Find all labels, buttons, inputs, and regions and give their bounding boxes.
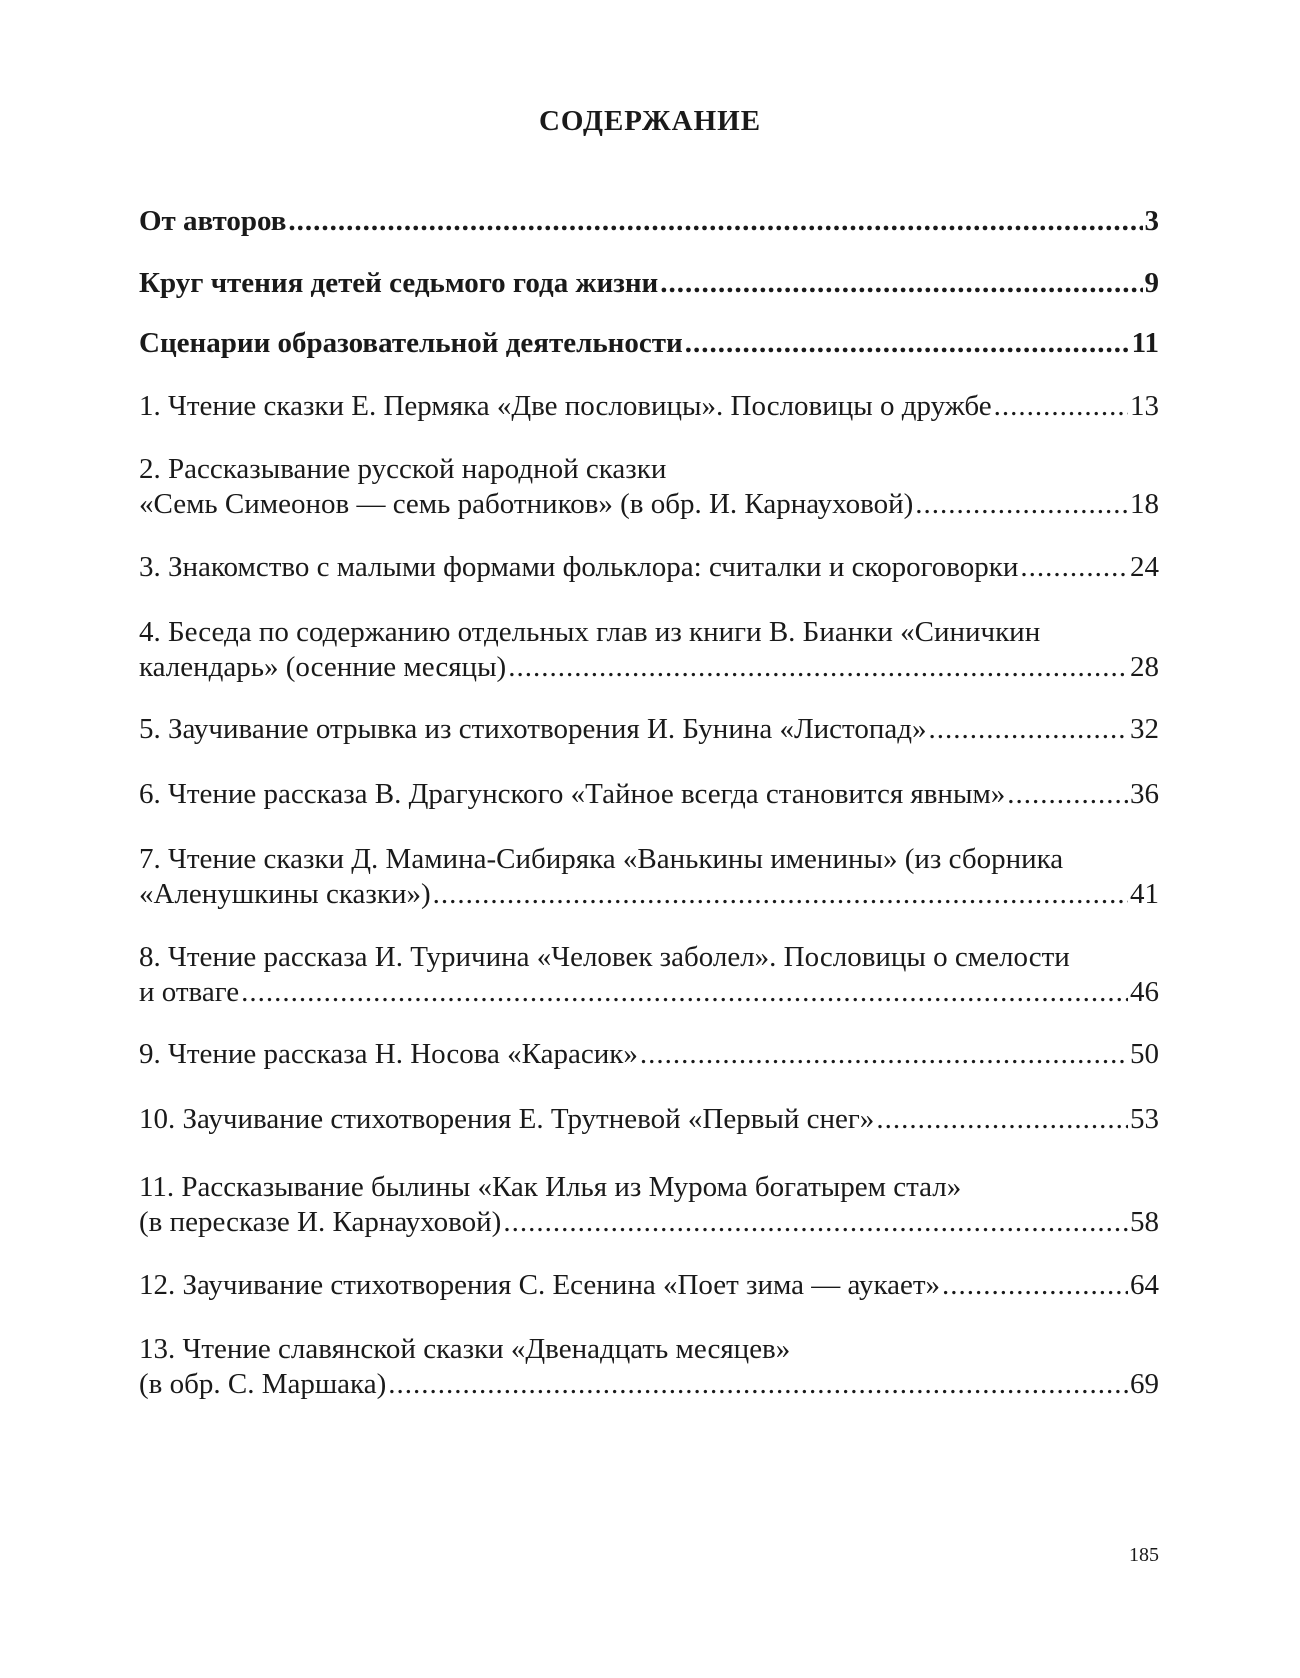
toc-entry[interactable] xyxy=(139,1268,1159,1303)
toc-page-number: 28 xyxy=(1130,651,1159,683)
toc-entry-title: 9. Чтение рассказа Н. Носова «Карасик» xyxy=(139,1038,638,1070)
toc-entry-title: «Аленушкины сказки») xyxy=(139,878,431,910)
toc-entry-title: 5. Заучивание отрывка из стихотворения И. Бунина «Листопад» xyxy=(139,713,927,745)
toc-entry-title: 6. Чтение рассказа В. Драгунского «Тайное всегда становится явным» xyxy=(139,778,1006,810)
toc-entry-title-line1: 11. Рассказывание былины «Как Илья из Мурома богатырем стал» xyxy=(139,1171,962,1203)
toc-entry-title: Круг чтения детей седьмого года жизни xyxy=(139,267,659,299)
toc-entry[interactable] xyxy=(139,452,1159,522)
dot-leader xyxy=(929,712,1129,747)
toc-entry[interactable] xyxy=(139,940,1159,1010)
toc-page-number: 69 xyxy=(1130,1368,1159,1400)
toc-entry[interactable] xyxy=(139,712,1159,747)
page-number: 185 xyxy=(1129,1544,1159,1566)
toc-page-number: 3 xyxy=(1144,205,1159,237)
toc-entry-title: 3. Знакомство с малыми формами фольклора: считалки и скороговорки xyxy=(139,551,1019,583)
toc-page-number: 24 xyxy=(1130,551,1159,583)
toc-page-number: 46 xyxy=(1130,976,1159,1008)
dot-leader xyxy=(241,975,1128,1010)
toc-entry[interactable] xyxy=(139,204,1159,239)
toc-entry-title-line1: 2. Рассказывание русской народной сказки xyxy=(139,453,667,485)
toc-entry-title: календарь» (осенние месяцы) xyxy=(139,651,507,683)
toc-entry[interactable] xyxy=(139,1170,1159,1240)
dot-leader xyxy=(433,877,1128,912)
toc-page-number: 64 xyxy=(1130,1269,1159,1301)
toc-page-number: 53 xyxy=(1130,1103,1159,1135)
toc-entry-title-line1: 8. Чтение рассказа И. Туричина «Человек заболел». Пословицы о смелости xyxy=(139,941,1070,973)
toc-entry[interactable] xyxy=(139,326,1159,361)
toc-entry-title: 1. Чтение сказки Е. Пермяка «Две пословицы». Пословицы о дружбе xyxy=(139,390,992,422)
toc-entry-title: 10. Заучивание стихотворения Е. Трутневой «Первый снег» xyxy=(139,1103,875,1135)
dot-leader xyxy=(1020,550,1128,585)
dot-leader xyxy=(994,389,1128,424)
toc-entry-title-line1: 13. Чтение славянской сказки «Двенадцать месяцев» xyxy=(139,1333,791,1365)
page-title: СОДЕРЖАНИЕ xyxy=(538,105,762,137)
dot-leader xyxy=(942,1268,1128,1303)
toc-entry-title: «Семь Симеонов — семь работников» (в обр. И. Карнауховой) xyxy=(139,488,914,520)
toc-page-number: 18 xyxy=(1130,488,1159,520)
toc-entry[interactable] xyxy=(139,550,1159,585)
toc-page-number: 32 xyxy=(1130,713,1159,745)
dot-leader xyxy=(288,204,1142,239)
toc-page-number: 13 xyxy=(1130,390,1159,422)
dot-leader xyxy=(388,1367,1128,1402)
toc-entry-title-line1: 4. Беседа по содержанию отдельных глав из книги В. Бианки «Синичкин xyxy=(139,616,1041,648)
toc-entry-title-line1: 7. Чтение сказки Д. Мамина-Сибиряка «Ванькины именины» (из сборника xyxy=(139,843,1064,875)
toc-entry[interactable] xyxy=(139,266,1159,301)
dot-leader xyxy=(640,1037,1128,1072)
dot-leader xyxy=(503,1205,1128,1240)
toc-entry[interactable] xyxy=(139,1037,1159,1072)
toc-page-number: 50 xyxy=(1130,1038,1159,1070)
toc-entry[interactable] xyxy=(139,389,1159,424)
toc-entry-title: От авторов xyxy=(139,205,287,237)
toc-page-number: 41 xyxy=(1130,878,1159,910)
dot-leader xyxy=(685,326,1130,361)
toc-page-number: 58 xyxy=(1130,1206,1159,1238)
toc-entry[interactable] xyxy=(139,1102,1159,1137)
dot-leader xyxy=(660,266,1142,301)
toc-entry-title: Сценарии образовательной деятельности xyxy=(139,327,683,359)
toc-entry[interactable] xyxy=(139,842,1159,912)
toc-page-number: 36 xyxy=(1130,778,1159,810)
dot-leader xyxy=(508,650,1128,685)
dot-leader xyxy=(876,1102,1128,1137)
toc-entry-title: и отваге xyxy=(139,976,240,1008)
toc-entry-title: (в обр. С. Маршака) xyxy=(139,1368,387,1400)
toc-page-number: 9 xyxy=(1144,267,1159,299)
toc-page-number: 11 xyxy=(1131,327,1159,359)
dot-leader xyxy=(915,487,1128,522)
toc-entry-title: (в пересказе И. Карнауховой) xyxy=(139,1206,502,1238)
dot-leader xyxy=(1007,777,1128,812)
toc-entry[interactable] xyxy=(139,615,1159,685)
toc-entry[interactable] xyxy=(139,777,1159,812)
toc-entry-title: 12. Заучивание стихотворения С. Есенина «Поет зима — аукает» xyxy=(139,1269,941,1301)
toc-entry[interactable] xyxy=(139,1332,1159,1402)
